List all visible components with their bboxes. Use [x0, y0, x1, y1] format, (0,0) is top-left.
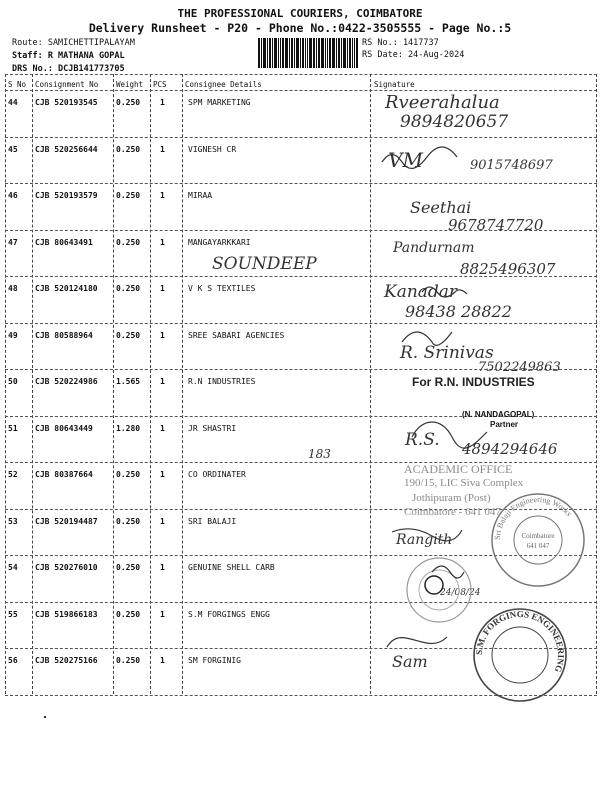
row-consignee: GENUINE SHELL CARB: [188, 563, 275, 572]
staff: Staff: R MATHANA GOPAL: [12, 51, 125, 61]
row-weight: 1.565: [116, 377, 141, 386]
row-sno: 45: [8, 144, 18, 154]
row-weight: 0.250: [116, 144, 141, 154]
row-weight: 0.250: [116, 563, 141, 572]
row-consignee: V K S TEXTILES: [188, 284, 256, 293]
col-header-consignee: Consignee Details: [185, 80, 262, 89]
row-consignee: CO ORDINATER: [188, 470, 246, 479]
company-title: THE PROFESSIONAL COURIERS, COIMBATORE: [177, 7, 423, 20]
row-weight: 0.250: [116, 609, 141, 619]
row-pcs: 1: [160, 470, 165, 479]
handwriting-signature: Sam: [392, 652, 428, 671]
stamp-ring-text: S.M. FORGINGS ENGINEERING: [473, 608, 567, 674]
row-sno: 51: [8, 423, 18, 433]
stamp-ring-text: Sri Balaji Engineering Works: [492, 494, 574, 541]
handwriting-signature: Seethai: [410, 198, 472, 217]
row-sno: 54: [8, 563, 18, 572]
row-weight: 0.250: [116, 98, 141, 107]
row-sno: 47: [8, 237, 18, 247]
row-consignee: S.M FORGINGS ENGG: [188, 609, 270, 619]
page-dot: [44, 716, 46, 718]
handwriting-note: SOUNDEEP: [212, 254, 317, 274]
row-consignee: R.N INDUSTRIES: [188, 377, 256, 386]
row-pcs: 1: [160, 377, 165, 386]
barcode: [258, 38, 358, 68]
row-consignment-no: CJB 520224986: [35, 377, 98, 386]
handwriting-phone: 9894820657: [400, 112, 509, 132]
row-consignee: SPM MARKETING: [188, 98, 251, 107]
handwriting-signature: Rveerahalua: [385, 92, 500, 113]
row-consignment-no: CJB 520124180: [35, 284, 98, 293]
runsheet-title: Delivery Runsheet - P20 - Phone No.:0422-3505555 - Page No.:5: [88, 21, 512, 35]
stamp-text: Coimbatore: [521, 532, 555, 540]
row-consignee: SREE SABARI AGENCIES: [188, 330, 285, 340]
row-pcs: 1: [160, 284, 165, 293]
row-pcs: 1: [160, 609, 165, 619]
rs-number: RS No.: 1417737: [362, 38, 439, 48]
row-consignment-no: CJB 520276010: [35, 563, 98, 572]
row-weight: 0.250: [116, 470, 141, 479]
handwriting-note: 183: [308, 447, 331, 461]
row-consignee: SRI BALAJI: [188, 516, 237, 526]
row-pcs: 1: [160, 330, 165, 340]
row-sno: 44: [8, 98, 18, 107]
row-pcs: 1: [160, 191, 165, 200]
stamp-text: Jothipuram (Post): [412, 492, 491, 504]
col-header-consignment: Consignment No: [35, 80, 99, 89]
handwriting-phone: 8825496307: [460, 260, 556, 278]
row-pcs: 1: [160, 98, 165, 107]
col-header-sno: S No: [8, 80, 27, 89]
stamp-text: Partner: [490, 420, 519, 429]
handwriting-phone: 4894294646: [462, 440, 558, 458]
row-consignee: MANGAYARKKARI: [188, 237, 251, 247]
handwriting-phone: 98438 28822: [405, 302, 512, 321]
rs-date: RS Date: 24-Aug-2024: [362, 50, 465, 60]
stamp-text: 641 047: [526, 542, 550, 550]
row-sno: 46: [8, 191, 18, 200]
row-weight: 0.250: [116, 656, 141, 665]
row-consignment-no: CJB 519866183: [35, 609, 98, 619]
row-consignment-no: CJB 520275166: [35, 656, 98, 665]
row-consignment-no: CJB 80643491: [35, 237, 93, 247]
row-pcs: 1: [160, 423, 165, 433]
handwriting-phone: 7502249863: [478, 360, 561, 375]
handwriting-signature: Rangith: [396, 532, 453, 548]
row-weight: 0.250: [116, 330, 141, 340]
row-sno: 53: [8, 516, 18, 526]
handwriting-phone: 9015748697: [470, 158, 553, 173]
table-top-rule: [5, 74, 597, 75]
stamp-text: Coimbatore - 641 047: [404, 506, 501, 518]
row-sno: 49: [8, 330, 18, 340]
handwriting-signature: Kanadar: [384, 282, 458, 302]
stamp-text: ACADEMIC OFFICE: [404, 462, 513, 476]
handwriting-signature: Pandurnam: [393, 240, 475, 256]
row-consignee: JR SHASTRI: [188, 423, 237, 433]
col-header-weight: Weight: [116, 80, 144, 89]
col-header-signature: Signature: [374, 80, 415, 89]
stamp-text: For R.N. INDUSTRIES: [412, 375, 535, 389]
row-consignment-no: CJB 520193545: [35, 98, 98, 107]
row-weight: 0.250: [116, 237, 141, 247]
row-weight: 1.280: [116, 423, 141, 433]
signature-scribbles: [372, 92, 596, 692]
stamp-text: (N. NANDAGOPAL): [462, 410, 535, 419]
row-consignee: SM FORGINIG: [188, 656, 241, 665]
row-consignment-no: CJB 520193579: [35, 191, 98, 200]
row-weight: 0.250: [116, 516, 141, 526]
drs-number: DRS No.: DCJB141773705: [12, 64, 125, 74]
handwriting-signature: R. Srinivas: [400, 343, 494, 363]
row-weight: 0.250: [116, 284, 141, 293]
row-sno: 52: [8, 470, 18, 479]
row-consignee: VIGNESH CR: [188, 144, 237, 154]
row-pcs: 1: [160, 237, 165, 247]
table-header-rule: [5, 90, 597, 91]
row-weight: 0.250: [116, 191, 141, 200]
row-pcs: 1: [160, 516, 165, 526]
row-sno: 48: [8, 284, 18, 293]
stamp-text: 190/15, LIC Siva Complex: [404, 477, 524, 489]
row-sno: 50: [8, 377, 18, 386]
handwriting-date: 24/08/24: [440, 588, 481, 598]
row-consignee: MIRAA: [188, 191, 213, 200]
row-sno: 55: [8, 609, 18, 619]
col-header-pcs: PCS: [153, 80, 167, 89]
handwriting-phone: 9678747720: [448, 216, 544, 234]
handwriting-signature: VM: [388, 148, 423, 172]
handwriting-signature: R.S.: [405, 430, 440, 450]
row-consignment-no: CJB 520194487: [35, 516, 98, 526]
row-consignment-no: CJB 520256644: [35, 144, 98, 154]
row-sno: 56: [8, 656, 18, 665]
row-consignment-no: CJB 80387664: [35, 470, 93, 479]
route: Route: SAMICHETTIPALAYAM: [12, 38, 135, 48]
row-pcs: 1: [160, 144, 165, 154]
row-consignment-no: CJB 80588964: [35, 330, 93, 340]
row-consignment-no: CJB 80643449: [35, 423, 93, 433]
row-pcs: 1: [160, 656, 165, 665]
row-pcs: 1: [160, 563, 165, 572]
